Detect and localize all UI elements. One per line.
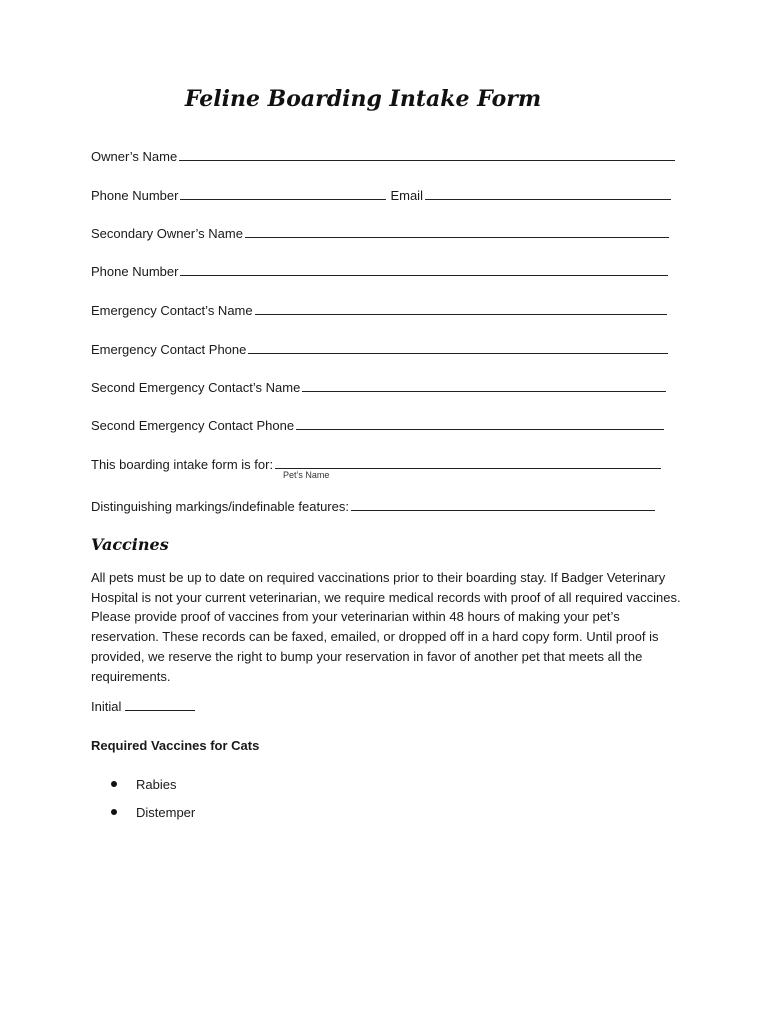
boarding-for-label: This boarding intake form is for: [91, 457, 274, 472]
phone-number-field[interactable] [180, 199, 386, 200]
secondary-owner-row [91, 221, 669, 241]
vaccine-distemper: Distemper [136, 804, 196, 820]
vaccines-paragraph: All pets must be up to date on required vaccinations prior to their boarding stay. If Badger Veterinary Hospital is not your current veterinarian, we require medical records with proof of all required vaccines. Please provide proof of vaccines from your veterinarian within 48 hours of making your pet’s reservation. These records can be faxed, emailed, or dropped off in a hard copy form. Until proof is provided, we reserve the right to bump your reservation in favor of another pet that meets all the requirements. [91, 570, 681, 684]
emergency-contact-phone-row [91, 337, 668, 357]
markings-label: Distinguishing markings/indefinable features: [91, 499, 349, 514]
list-item [111, 770, 195, 798]
owner-name-row [91, 144, 675, 164]
phone-number-label: Phone Number [91, 188, 179, 203]
secondary-owner-name-field[interactable] [245, 237, 669, 238]
emergency-contact-name-row [91, 298, 667, 318]
secondary-phone-number-label: Phone Number [91, 264, 179, 279]
secondary-owner-name-label: Secondary Owner’s Name [91, 226, 243, 241]
required-vaccines-heading: Required Vaccines for Cats [91, 738, 260, 753]
form-title: Feline Boarding Intake Form [184, 86, 542, 112]
emergency-contact-phone-label: Emergency Contact Phone [91, 342, 247, 357]
phone-email-row [91, 183, 671, 203]
emergency-contact-name-field[interactable] [255, 314, 667, 315]
initial-row [91, 699, 195, 714]
secondary-phone-row [91, 259, 668, 279]
owner-name-label: Owner’s Name [91, 149, 178, 164]
boarding-for-row [91, 452, 661, 472]
second-emergency-contact-phone-row [91, 413, 664, 433]
emergency-contact-phone-field[interactable] [248, 353, 668, 354]
email-label: Email [390, 188, 423, 203]
required-vaccines-list [111, 770, 195, 826]
markings-field[interactable] [351, 510, 655, 511]
second-emergency-contact-phone-field[interactable] [296, 429, 664, 430]
bullet-icon [111, 809, 117, 815]
owner-name-field[interactable] [179, 160, 675, 161]
initial-label: Initial [91, 699, 122, 714]
list-item [111, 798, 195, 826]
vaccines-heading: Vaccines [91, 535, 169, 554]
emergency-contact-name-label: Emergency Contact’s Name [91, 303, 253, 318]
second-emergency-contact-name-row [91, 375, 666, 395]
vaccine-rabies: Rabies [136, 776, 177, 792]
initial-field[interactable] [125, 710, 195, 711]
pets-name-caption: Pet’s Name [283, 470, 330, 480]
secondary-phone-number-field[interactable] [180, 275, 668, 276]
bullet-icon [111, 781, 117, 787]
email-field[interactable] [425, 199, 671, 200]
markings-row [91, 494, 655, 514]
second-emergency-contact-name-label: Second Emergency Contact’s Name [91, 380, 301, 395]
second-emergency-contact-name-field[interactable] [302, 391, 666, 392]
second-emergency-contact-phone-label: Second Emergency Contact Phone [91, 418, 295, 433]
pets-name-field[interactable] [275, 468, 661, 469]
